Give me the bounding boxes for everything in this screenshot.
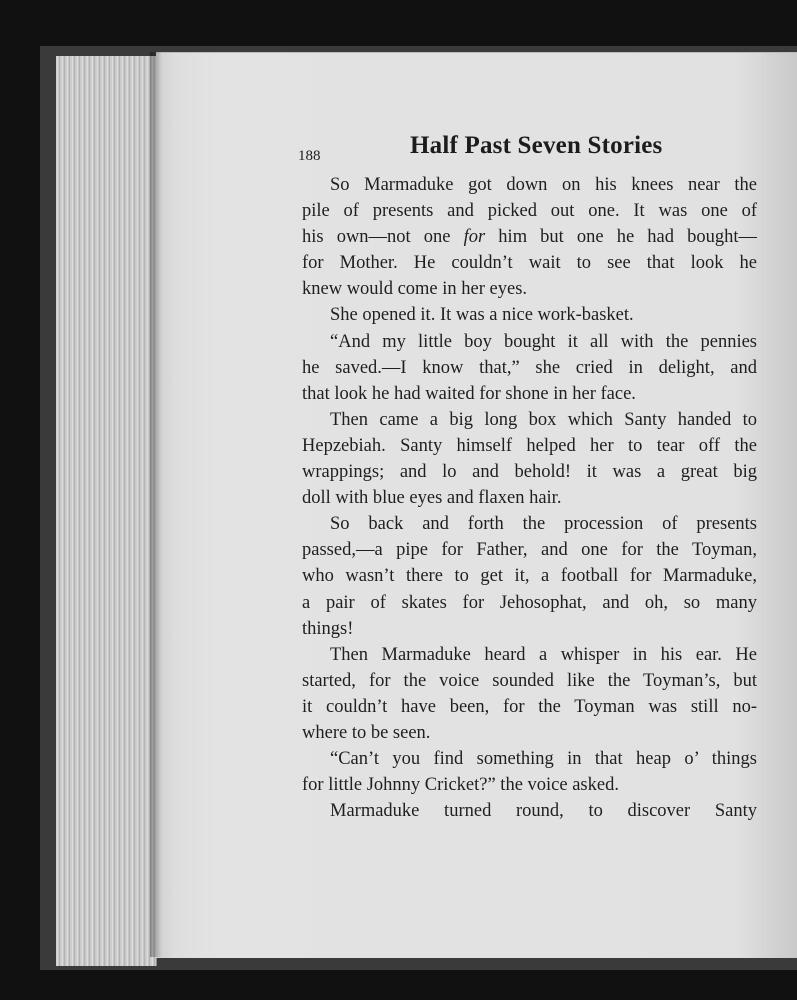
text-line: Then came a big long box which Santy handed to <box>330 409 757 430</box>
text-line: Hepzebiah. Santy himself helped her to tear off the <box>302 435 757 456</box>
text-line: that look he had waited for shone in her face. <box>302 383 636 404</box>
text-line: “And my little boy bought it all with the pennies <box>330 331 757 352</box>
page-edges <box>56 56 157 966</box>
text-line: it couldn’t have been, for the Toyman was still no- <box>302 696 757 717</box>
text-line: So back and forth the procession of presents <box>330 514 757 535</box>
page-header <box>298 132 758 172</box>
text-line: passed,—a pipe for Father, and one for the Toyman, <box>302 540 757 561</box>
text-line: Marmaduke turned round, to discover Santy <box>330 801 757 822</box>
text-line: pile of presents and picked out one. It was one of <box>302 201 757 222</box>
text-line: things! <box>302 618 354 639</box>
text-line: he saved.—I know that,” she cried in delight, and <box>302 357 757 378</box>
text-line: started, for the voice sounded like the Toyman’s, but <box>302 670 757 691</box>
text-line: a pair of skates for Jehosophat, and oh, so many <box>302 592 757 613</box>
text-line: wrappings; and lo and behold! it was a great big <box>302 462 757 483</box>
text-line: “Can’t you find something in that heap o’ things <box>330 749 757 770</box>
text-line: She opened it. It was a nice work-basket. <box>330 305 634 326</box>
text-line: who wasn’t there to get it, a football for Marmaduke, <box>302 566 757 587</box>
page-number: 188 <box>298 148 321 164</box>
text-line: knew would come in her eyes. <box>302 279 528 300</box>
text-line: doll with blue eyes and flaxen hair. <box>302 488 562 509</box>
text-line: his own—not one for him but one he had bought— <box>302 227 757 248</box>
italic-word: for <box>463 227 486 248</box>
gutter-shadow <box>150 52 162 957</box>
text-line: for little Johnny Cricket?” the voice asked. <box>302 775 619 796</box>
running-title: Half Past Seven Stories <box>410 132 663 159</box>
text-line: where to be seen. <box>302 722 431 743</box>
text-line: for Mother. He couldn’t wait to see that look he <box>302 253 757 274</box>
text-line: Then Marmaduke heard a whisper in his ear. He <box>330 644 757 665</box>
text-line: So Marmaduke got down on his knees near the <box>330 175 757 195</box>
body-text <box>302 172 757 824</box>
